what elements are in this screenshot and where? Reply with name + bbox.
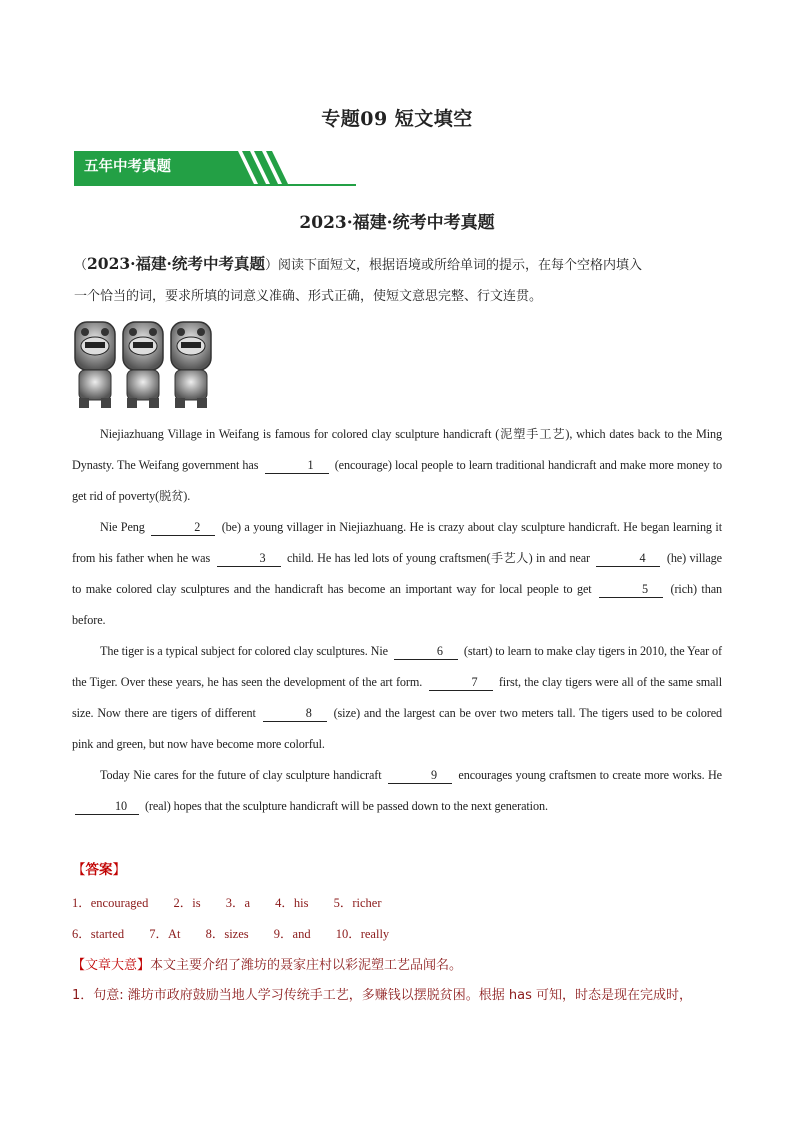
passage	[72, 419, 722, 822]
answer-item: 1．encouraged	[72, 896, 149, 910]
paragraph-3: The tiger is a typical subject for colored clay sculptures. Nie 6 (start) to learn to make clay tigers in 2010, the Year of the Tiger. Over these years, he has seen the development of the art form. 7 first, the clay tigers were all of the same small size. Now there are tigers of different 8 (size) and the largest can be over two meters tall. The tigers used to be colored pink and green, but now have become more colorful.	[72, 644, 723, 751]
answer-item: 9．and	[273, 927, 311, 941]
paragraph-4: Today Nie cares for the future of clay sculpture handicraft 9 encourages young craftsmen to create more works. He 10 (real) hopes that the sculpture handicraft will be passed down to the next generation.	[72, 760, 722, 822]
instruction-text: 阅读下面短文，根据语境或所给单词的提示，在每个空格内填入	[277, 258, 642, 273]
banner-underline	[74, 184, 356, 186]
summary-text: 本文主要介绍了潍坊的聂家庄村以彩泥塑工艺品闻名。	[150, 958, 463, 973]
answer-item: 5．richer	[333, 896, 382, 910]
banner-stripes-icon	[216, 151, 356, 185]
answer-item: 6．started	[72, 927, 125, 941]
instructions: （2023·福建·统考中考真题）阅读下面短文，根据语境或所给单词的提示，在每个空格内填入 一个恰当的词，要求所填的词意义准确、形式正确，使短文意思完整、行文连贯。	[74, 248, 724, 312]
answer-heading: 【答案】	[72, 862, 126, 878]
clay-tigers-image	[71, 320, 216, 410]
instruction-text-line2: 一个恰当的词，要求所填的词意义准确、形式正确，使短文意思完整、行文连贯。	[74, 289, 543, 304]
answers-row-2	[72, 924, 411, 942]
section-banner	[74, 151, 356, 187]
blank-3[interactable]: 3	[217, 551, 281, 567]
answer-item: 4．his	[275, 896, 309, 910]
answer-item: 3．a	[225, 896, 251, 910]
blank-7[interactable]: 7	[429, 675, 493, 691]
banner-label: 五年中考真题	[74, 151, 224, 184]
blank-9[interactable]: 9	[388, 768, 452, 784]
page-title: 专题09 短文填空	[321, 108, 473, 130]
answer-item: 2．is	[173, 896, 201, 910]
explanation-note: 1．句意: 潍坊市政府鼓励当地人学习传统手工艺，多赚钱以摆脱贫困。根据 has 可知，时态是现在完成时，	[72, 988, 693, 1003]
paragraph-2: Nie Peng 2 (be) a young villager in Niejiazhuang. He is crazy about clay sculpture handicraft. He began learning it from his father when he was 3 child. He has led lots of young craftsmen(手艺人) in and near 4 (he) village to make colored clay sculptures and the handicraft has become an important way for local people to get 5 (rich) than before.	[72, 520, 722, 627]
blank-1[interactable]: 1	[265, 458, 329, 474]
summary-label: 【文章大意】	[72, 958, 151, 973]
answers-row-1	[72, 893, 404, 911]
blank-6[interactable]: 6	[394, 644, 458, 660]
source-label: 2023·福建·统考中考真题	[87, 254, 265, 273]
blank-10[interactable]: 10	[75, 799, 139, 815]
blank-5[interactable]: 5	[599, 582, 663, 598]
summary	[72, 954, 462, 973]
blank-2[interactable]: 2	[151, 520, 215, 536]
answer-item: 7．At	[149, 927, 181, 941]
paragraph-1: Niejiazhuang Village in Weifang is famous for colored clay sculpture handicraft (泥塑手工艺), which dates back to the Ming Dynasty. The Weifang government has 1 (encourage) local people to learn traditional handicraft and make more money to get rid of poverty(脱贫).	[72, 427, 723, 503]
blank-4[interactable]: 4	[596, 551, 660, 567]
blank-8[interactable]: 8	[263, 706, 327, 722]
section-heading: 2023·福建·统考中考真题	[299, 213, 495, 233]
answer-item: 8．sizes	[205, 927, 249, 941]
answer-item: 10．really	[335, 927, 390, 941]
